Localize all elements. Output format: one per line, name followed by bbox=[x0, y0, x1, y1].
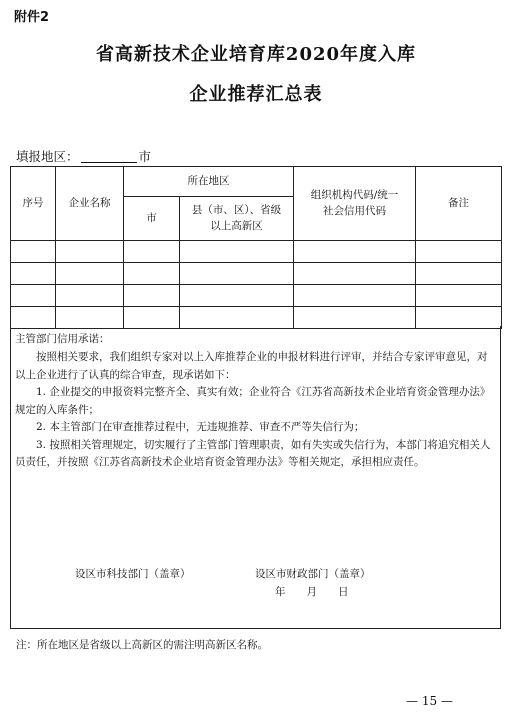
table-cell[interactable] bbox=[124, 285, 180, 307]
table-cell[interactable] bbox=[124, 263, 180, 285]
table-cell[interactable] bbox=[180, 285, 294, 307]
table-cell[interactable] bbox=[11, 263, 56, 285]
region-label: 填报地区： bbox=[16, 149, 79, 164]
table-row bbox=[11, 241, 502, 263]
table-cell[interactable] bbox=[56, 241, 124, 263]
table-cell[interactable] bbox=[416, 263, 502, 285]
table-cell[interactable] bbox=[180, 241, 294, 263]
tech-dept-signature: 设区市科技部门（盖章） bbox=[75, 568, 191, 580]
table-cell[interactable] bbox=[11, 285, 56, 307]
header-county: 县（市、区）、省级以上高新区 bbox=[180, 197, 294, 241]
page-number: — 15 — bbox=[406, 694, 453, 708]
table-row bbox=[11, 263, 502, 285]
table-cell[interactable] bbox=[294, 263, 416, 285]
commitment-title: 主管部门信用承诺： bbox=[15, 333, 110, 345]
region-field bbox=[16, 147, 151, 165]
table-cell[interactable] bbox=[11, 241, 56, 263]
header-location: 所在地区 bbox=[124, 167, 294, 197]
document-title-line1: 省高新技术企业培育库2020年度入库 bbox=[95, 44, 417, 65]
table-cell[interactable] bbox=[180, 263, 294, 285]
table-row bbox=[11, 285, 502, 307]
region-blank[interactable] bbox=[81, 150, 137, 163]
region-suffix: 市 bbox=[138, 149, 152, 164]
commitment-box bbox=[10, 326, 501, 629]
table-cell[interactable] bbox=[56, 285, 124, 307]
header-city: 市 bbox=[124, 197, 180, 241]
commitment-item-2: 2. 本主管部门在审查推荐过程中，无违规推荐、审查不严等失信行为； bbox=[36, 421, 365, 433]
header-seq: 序号 bbox=[11, 167, 56, 241]
table-cell[interactable] bbox=[416, 241, 502, 263]
header-org-code: 组织机构代码/统一社会信用代码 bbox=[294, 167, 416, 241]
attachment-label: 附件2 bbox=[14, 10, 50, 25]
commitment-paragraph: 按照相关要求，我们组织专家对以上入库推荐企业的申报材料进行评审，并结合专家评审意见，对以上企业进行了认真的综合审查，现承诺如下： bbox=[15, 351, 488, 381]
table-cell[interactable] bbox=[124, 241, 180, 263]
header-remarks: 备注 bbox=[416, 167, 502, 241]
commitment-item-3: 3. 按照相关管理规定，切实履行了主管部门管理职责，如有失实或失信行为，本部门将追究相关人员责任，并按照《江苏省高新技术企业培育资金管理办法》等相关规定，承担相应责任。 bbox=[15, 438, 491, 468]
summary-table bbox=[10, 166, 502, 329]
finance-dept-signature: 设区市财政部门（盖章） bbox=[255, 568, 371, 580]
commitment-item-1: 1. 企业提交的申报资料完整齐全、真实有效；企业符合《江苏省高新技术企业培育资金管理办法》规定的入库条件； bbox=[15, 386, 491, 416]
footnote: 注：所在地区是省级以上高新区的需注明高新区名称。 bbox=[16, 639, 268, 651]
table-cell[interactable] bbox=[416, 285, 502, 307]
table-cell[interactable] bbox=[294, 285, 416, 307]
table-cell[interactable] bbox=[56, 263, 124, 285]
signature-date: 年 月 日 bbox=[275, 586, 349, 598]
header-company-name: 企业名称 bbox=[56, 167, 124, 241]
document-title-line2: 企业推荐汇总表 bbox=[189, 84, 323, 105]
table-cell[interactable] bbox=[294, 241, 416, 263]
